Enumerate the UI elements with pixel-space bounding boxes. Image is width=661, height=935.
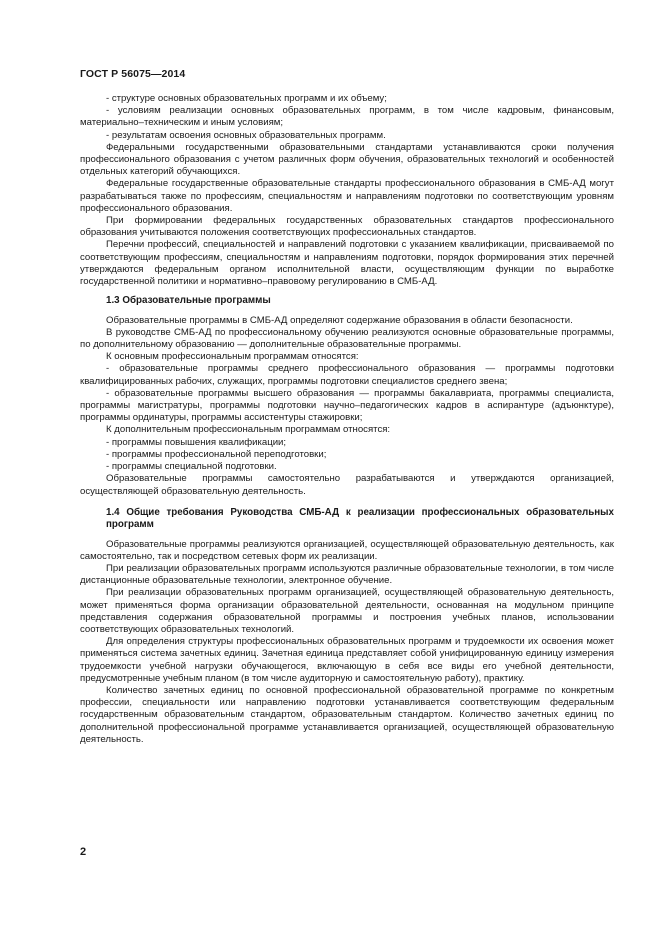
paragraph: Для определения структуры профессиональных образовательных программ и трудоемкости их освоения может применяться система зачетных единиц. Зачетная единица представляет собой унифицированную единицу измерения трудоемкости учебной нагрузки обучающегося, включающую в себя все виды его учебной деятельности, предусмотренные учебным планом (в том числе аудиторную и самостоятельную работу), практику. — [80, 636, 614, 684]
section-1-3-body — [80, 315, 614, 498]
list-item: - условиям реализации основных образовательных программ, в том числе кадровым, финансовым, материально–техническим и иным условиям; — [80, 105, 614, 129]
section-1-4-body — [80, 539, 614, 746]
document-body — [80, 93, 614, 746]
section-heading-1-4: 1.4 Общие требования Руководства СМБ-АД к реализации профессиональных образовательных программ — [106, 506, 614, 531]
paragraph: Количество зачетных единиц по основной профессиональной образовательной программе по конкретным профессии, специальности или направлению подготовки устанавливается соответствующим федеральным государственным образовательным стандартом, образовательным стандартом. Количество зачетных единиц по дополнительной профессиональной программе устанавливается организацией, осуществляющей образовательную деятельность. — [80, 684, 614, 745]
paragraph: Перечни профессий, специальностей и направлений подготовки с указанием квалификации, присваиваемой по соответствующим профессиям, специальностям и направлениям подготовки, порядок формирования этих перечней утверждаются федеральным органом исполнительной власти, осуществляющим функции по выработке государственной политики и нормативно–правовому регулированию в СМБ-АД. — [80, 239, 614, 288]
paragraph: Образовательные программы в СМБ-АД определяют содержание образования в области безопасности. — [106, 314, 573, 326]
document-header: ГОСТ Р 56075—2014 — [80, 68, 186, 80]
list-item: - структуре основных образовательных программ и их объему; — [106, 93, 387, 104]
list-item: - образовательные программы высшего образования — программы бакалавриата, программы специалиста, программы магистратуры, программы подготовки научно–педагогических кадров в аспирантуре (адъюнктуре), программы ординатуры, программы ассистентуры стажировки; — [80, 387, 614, 424]
paragraph: К основным профессиональным программам относятся: — [106, 351, 359, 363]
list-item: - результатам освоения основных образовательных программ. — [106, 129, 386, 141]
list-item: - образовательные программы среднего профессионального образования — программы подготовки квалифицированных рабочих, служащих, программы подготовки специалистов среднего звена; — [80, 363, 614, 387]
list-item: - программы специальной подготовки. — [106, 461, 277, 473]
paragraph: Федеральными государственными образовательными стандартами устанавливаются сроки получения профессионального образования с учетом различных форм обучения, образовательных технологий и особенностей отдельных категорий обучающихся. — [80, 141, 614, 178]
list-item: - программы профессиональной переподготовки; — [106, 448, 327, 460]
paragraph: К дополнительным профессиональным программам относятся: — [106, 424, 391, 436]
paragraph: При реализации образовательных программ организацией, осуществляющей образовательную деятельность, может применяться форма организации образовательной деятельности, основанная на модульном принципе представления содержания образовательной программы и построения учебных планов, использовании соответствующих образовательных технологий. — [80, 587, 614, 635]
intro-block — [80, 93, 614, 288]
paragraph: При формировании федеральных государственных образовательных стандартов профессионального образования учитываются положения соответствующих профессиональных стандартов. — [80, 215, 614, 239]
paragraph: В руководстве СМБ-АД по профессиональному обучению реализуются основные образовательные программы, по дополнительному образованию — дополнительные образовательные программы. — [80, 326, 614, 351]
section-heading-1-3: 1.3 Образовательные программы — [106, 295, 271, 307]
paragraph: Образовательные программы реализуются организацией, осуществляющей образовательную деятельность, как самостоятельно, так и посредством сетевых форм их реализации. — [80, 538, 614, 562]
page-number: 2 — [80, 846, 87, 858]
paragraph: При реализации образовательных программ используются различные образовательные технологии, в том числе дистанционные образовательные технологии, электронное обучение. — [80, 562, 614, 587]
paragraph: Федеральные государственные образовательные стандарты профессионального образования в СМБ-АД могут разрабатываться также по профессиям, специальностям и направлениям подготовки по соответствующим уровням профессионального образования. — [80, 178, 614, 214]
paragraph: Образовательные программы самостоятельно разрабатываются и утверждаются организацией, осуществляющей образовательную деятельность. — [80, 473, 614, 497]
list-item: - программы повышения квалификации; — [106, 436, 287, 448]
